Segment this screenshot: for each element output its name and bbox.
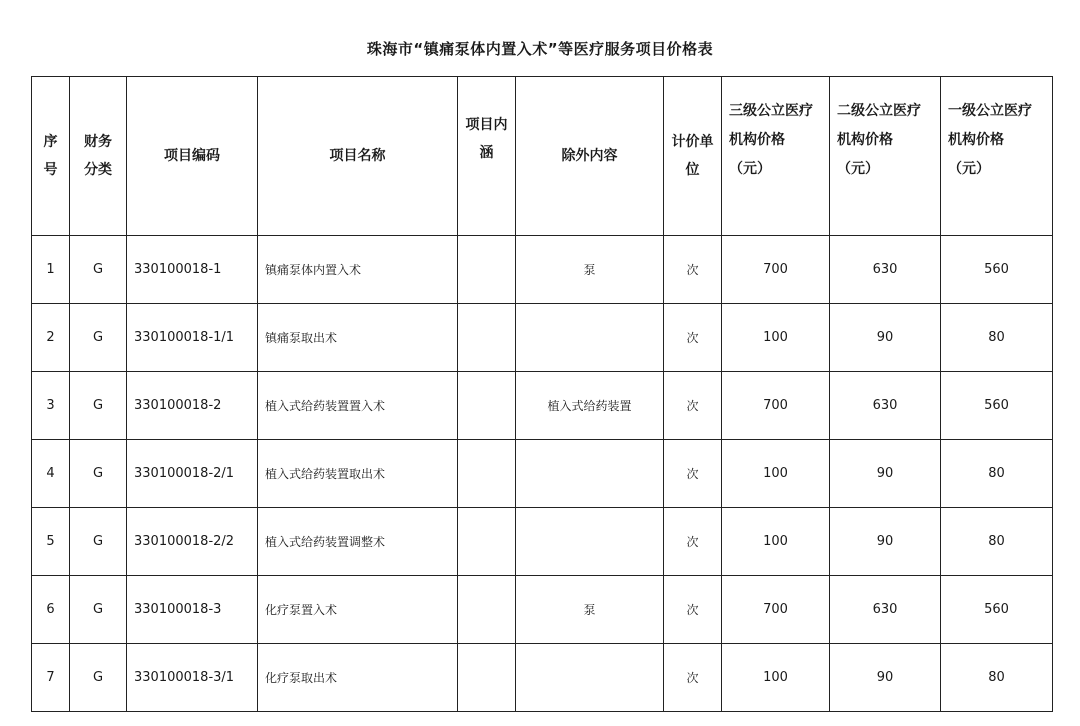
header-code: 项目编码 [127, 77, 258, 236]
table-row [32, 644, 1053, 712]
header-row [32, 77, 1053, 236]
cell-price-level2: 90 [830, 508, 941, 576]
cell-name: 植入式给药装置取出术 [258, 440, 458, 508]
cell-name: 镇痛泵体内置入术 [258, 236, 458, 304]
cell-category: G [70, 236, 127, 304]
cell-unit: 次 [664, 372, 722, 440]
cell-price-level3: 100 [722, 508, 830, 576]
cell-code: 330100018-2/1 [127, 440, 258, 508]
cell-code: 330100018-2 [127, 372, 258, 440]
cell-seq: 2 [32, 304, 70, 372]
cell-name: 化疗泵置入术 [258, 576, 458, 644]
cell-exclusion: 泵 [516, 236, 664, 304]
cell-price-level3: 100 [722, 440, 830, 508]
cell-seq: 7 [32, 644, 70, 712]
cell-code: 330100018-3/1 [127, 644, 258, 712]
cell-content [458, 440, 516, 508]
cell-price-level2: 90 [830, 304, 941, 372]
header-price-level2: 二级公立医疗 机构价格 （元） [830, 77, 941, 236]
cell-code: 330100018-2/2 [127, 508, 258, 576]
header-seq: 序 号 [32, 77, 70, 236]
cell-unit: 次 [664, 304, 722, 372]
cell-category: G [70, 644, 127, 712]
cell-name: 植入式给药装置调整术 [258, 508, 458, 576]
cell-price-level2: 90 [830, 644, 941, 712]
cell-content [458, 372, 516, 440]
cell-category: G [70, 372, 127, 440]
cell-exclusion [516, 508, 664, 576]
cell-price-level1: 80 [941, 644, 1053, 712]
cell-seq: 3 [32, 372, 70, 440]
header-unit: 计价单 位 [664, 77, 722, 236]
cell-seq: 1 [32, 236, 70, 304]
cell-code: 330100018-1 [127, 236, 258, 304]
cell-price-level3: 700 [722, 576, 830, 644]
cell-seq: 5 [32, 508, 70, 576]
cell-exclusion: 植入式给药装置 [516, 372, 664, 440]
header-price-level1: 一级公立医疗 机构价格 （元） [941, 77, 1053, 236]
cell-price-level2: 630 [830, 576, 941, 644]
cell-price-level1: 560 [941, 576, 1053, 644]
cell-seq: 4 [32, 440, 70, 508]
cell-exclusion [516, 440, 664, 508]
table-row [32, 440, 1053, 508]
cell-exclusion [516, 304, 664, 372]
header-category: 财务 分类 [70, 77, 127, 236]
cell-price-level1: 560 [941, 236, 1053, 304]
cell-price-level2: 630 [830, 236, 941, 304]
cell-price-level1: 80 [941, 440, 1053, 508]
cell-category: G [70, 440, 127, 508]
cell-name: 植入式给药装置置入术 [258, 372, 458, 440]
cell-unit: 次 [664, 644, 722, 712]
cell-price-level1: 560 [941, 372, 1053, 440]
header-content: 项目内 涵 [458, 77, 516, 236]
cell-content [458, 236, 516, 304]
document-title: 珠海市“镇痛泵体内置入术”等医疗服务项目价格表 [366, 40, 714, 58]
header-name: 项目名称 [258, 77, 458, 236]
cell-name: 镇痛泵取出术 [258, 304, 458, 372]
cell-unit: 次 [664, 440, 722, 508]
cell-content [458, 576, 516, 644]
table-row [32, 372, 1053, 440]
cell-price-level1: 80 [941, 304, 1053, 372]
table-row [32, 236, 1053, 304]
table-row [32, 304, 1053, 372]
table-row [32, 576, 1053, 644]
cell-category: G [70, 508, 127, 576]
cell-price-level3: 700 [722, 236, 830, 304]
cell-content [458, 304, 516, 372]
price-table [31, 76, 1053, 712]
cell-price-level2: 630 [830, 372, 941, 440]
cell-unit: 次 [664, 576, 722, 644]
cell-price-level3: 700 [722, 372, 830, 440]
cell-price-level3: 100 [722, 644, 830, 712]
cell-content [458, 508, 516, 576]
cell-content [458, 644, 516, 712]
cell-unit: 次 [664, 508, 722, 576]
cell-seq: 6 [32, 576, 70, 644]
cell-exclusion: 泵 [516, 576, 664, 644]
cell-price-level1: 80 [941, 508, 1053, 576]
cell-category: G [70, 576, 127, 644]
table-row [32, 508, 1053, 576]
cell-name: 化疗泵取出术 [258, 644, 458, 712]
cell-exclusion [516, 644, 664, 712]
header-price-level3: 三级公立医疗 机构价格 （元） [722, 77, 830, 236]
cell-unit: 次 [664, 236, 722, 304]
cell-code: 330100018-3 [127, 576, 258, 644]
cell-category: G [70, 304, 127, 372]
header-exclusion: 除外内容 [516, 77, 664, 236]
cell-price-level3: 100 [722, 304, 830, 372]
cell-price-level2: 90 [830, 440, 941, 508]
cell-code: 330100018-1/1 [127, 304, 258, 372]
